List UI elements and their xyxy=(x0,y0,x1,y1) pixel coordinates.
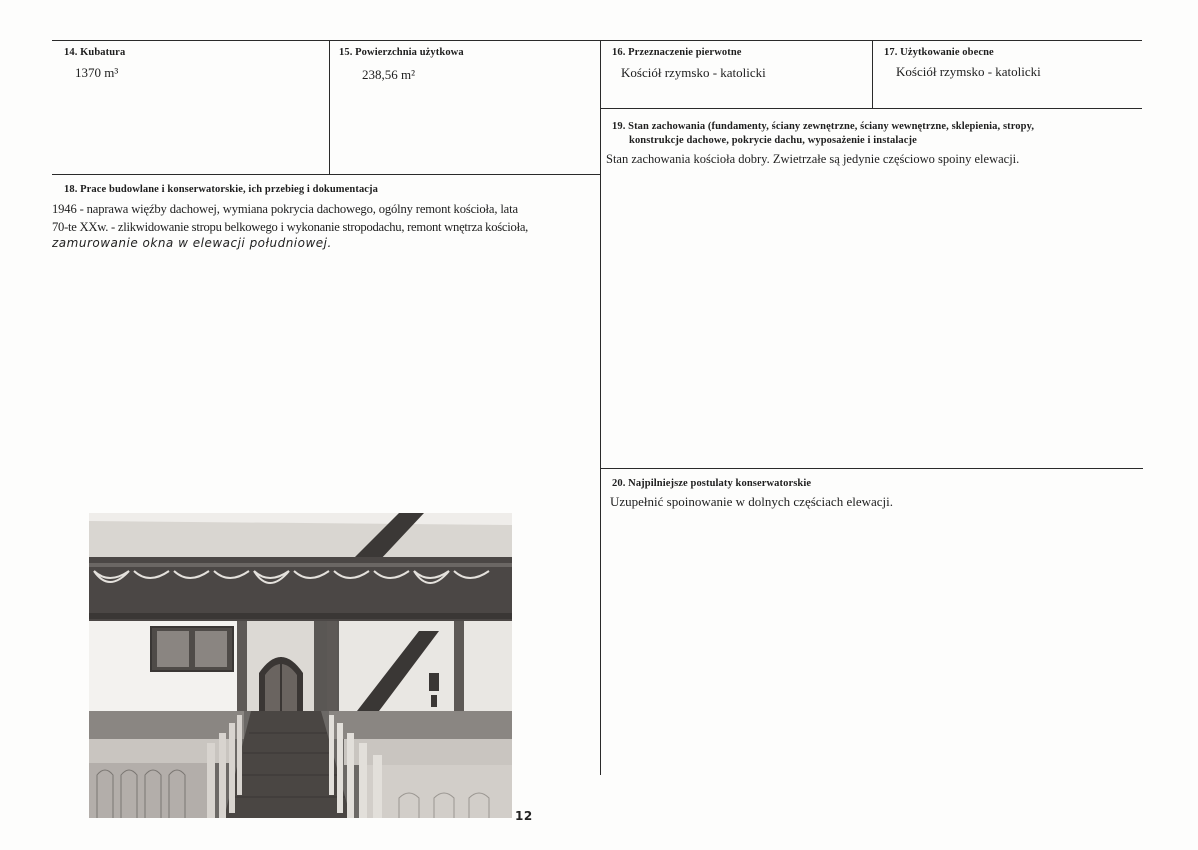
row-divider-14-18 xyxy=(52,174,600,175)
stan-label-line2: konstrukcje dachowe, pokrycie dachu, wyposażenie i instalacje xyxy=(629,135,917,146)
church-interior-photo xyxy=(89,513,512,818)
uzytkowanie-label: 17. Użytkowanie obecne xyxy=(884,47,994,58)
przeznaczenie-value: Kościół rzymsko - katolicki xyxy=(621,65,766,80)
divider-14-15 xyxy=(329,40,330,174)
przeznaczenie-label: 16. Przeznaczenie pierwotne xyxy=(612,47,742,58)
stan-label: 19. Stan zachowania (fundamenty, ściany zewnętrzne, ściany wewnętrzne, sklepienia, stropy, xyxy=(612,121,1035,132)
row-divider-16-19 xyxy=(600,108,1142,109)
divider-15-16 xyxy=(600,40,601,775)
prace-label: 18. Prace budowlane i konserwatorskie, ich przebieg i dokumentacja xyxy=(64,184,379,195)
row-divider-19-20 xyxy=(600,468,1143,469)
uzytkowanie-value: Kościół rzymsko - katolicki xyxy=(896,64,1041,79)
prace-line-1: 1946 - naprawa więźby dachowej, wymiana pokrycia dachowego, ogólny remont kościoła, lata xyxy=(52,202,518,216)
top-border-line xyxy=(52,40,1142,41)
powierzchnia-label: 15. Powierzchnia użytkowa xyxy=(339,47,464,58)
kubatura-value: 1370 m³ xyxy=(75,65,119,80)
kubatura-label: 14. Kubatura xyxy=(64,47,126,58)
stan-value: Stan zachowania kościoła dobry. Zwietrzałe są jedynie częściowo spoiny elewacji. xyxy=(606,152,1020,166)
postulaty-value: Uzupełnić spoinowanie w dolnych częściach elewacji. xyxy=(610,494,893,509)
prace-line-2: 70-te XXw. - zlikwidowanie stropu belkowego i wykonanie stropodachu, remont wnętrza kościoła, xyxy=(52,220,529,234)
powierzchnia-value: 238,56 m² xyxy=(362,67,416,82)
postulaty-label: 20. Najpilniejsze postulaty konserwatorskie xyxy=(612,478,812,489)
photo-number: 12 xyxy=(515,809,533,823)
divider-16-17 xyxy=(872,40,873,108)
prace-handwritten-note: zamurowanie okna w elewacji południowej. xyxy=(52,236,332,250)
